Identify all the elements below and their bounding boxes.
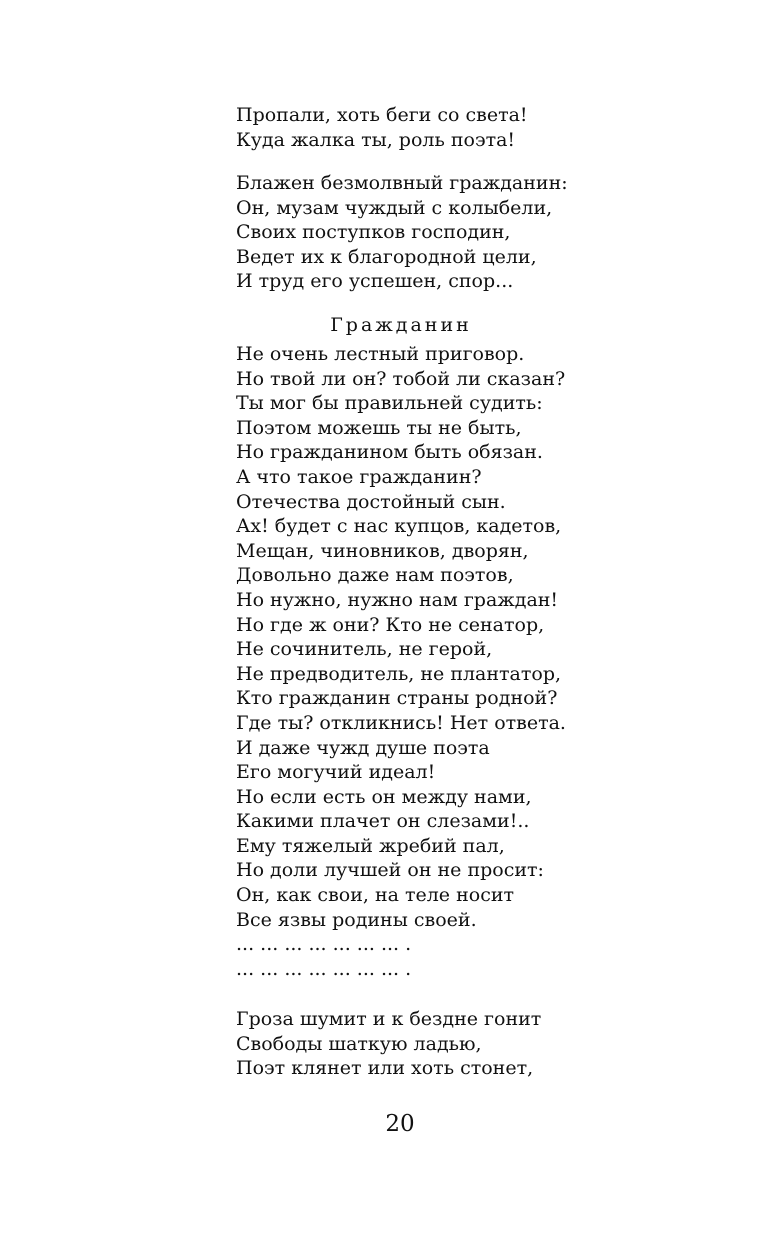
verse-line: Но если есть он между нами, [236,785,532,808]
verse-line: Он, как свои, на теле носит [236,884,515,907]
verse-line: Поэт клянет или хоть стонет, [236,1057,534,1080]
verse-line: Мещан, чиновников, дворян, [236,539,529,562]
verse-line: Но твой ли он? тобой ли сказан? [236,367,566,390]
verse-line: А что такое гражданин? [236,465,482,488]
citizen-speech [236,342,696,981]
verse-line: Но доли лучшей он не просит: [236,859,544,882]
verse-line: Но гражданином быть обязан. [236,441,543,464]
verse-line: Кто гражданин страны родной? [236,687,558,710]
verse-line: Его могучий идеал! [236,761,436,784]
verse-line: И даже чужд душе поэта [236,736,490,759]
verse-line: Ему тяжелый жребий пал, [236,834,505,857]
page-number: 20 [385,1111,415,1137]
verse-line: И труд его успешен, спор... [236,270,514,293]
verse-line: Все язвы родины своей. [236,908,477,931]
verse-line: Ведет их к благородной цели, [236,245,537,268]
verse-line: Ах! будет с нас купцов, кадетов, [236,515,562,538]
verse-line: Гроза шумит и к бездне гонит [236,1008,542,1030]
speaker-heading: Гражданин [330,314,472,336]
verse-line: Поэтом можешь ты не быть, [236,416,522,439]
verse-line: Где ты? откликнись! Нет ответа. [236,711,566,734]
verse-line: Отечества достойный сын. [236,490,506,513]
verse-line: Он, музам чуждый с колыбели, [236,196,553,219]
verse-line: Не очень лестный приговор. [236,343,525,365]
verse-line: Довольно даже нам поэтов, [236,564,514,587]
verse-line: Не предводитель, не плантатор, [236,662,562,685]
verse-line: Куда жалка ты, роль поэта! [236,128,516,151]
verse-line: Ты мог бы правильней судить: [236,392,543,415]
stanza-2 [236,171,696,294]
verse-line: Блажен безмолвный гражданин: [236,172,568,194]
verse-line: Но нужно, нужно нам граждан! [236,588,559,611]
verse-line: Какими плачет он слезами!.. [236,810,530,833]
verse-line: Пропали, хоть беги со света! [236,104,528,126]
ellipsis-line: ... ... ... ... ... ... ... . [236,933,412,956]
ellipsis-line: ... ... ... ... ... ... ... . [236,957,412,980]
verse-line: Свободы шаткую ладью, [236,1032,482,1055]
stanza-1 [236,103,696,152]
verse-line: Но где ж они? Кто не сенатор, [236,613,545,636]
final-stanza [236,1007,696,1081]
verse-line: Своих поступков господин, [236,221,511,244]
verse-line: Не сочинитель, не герой, [236,638,493,661]
